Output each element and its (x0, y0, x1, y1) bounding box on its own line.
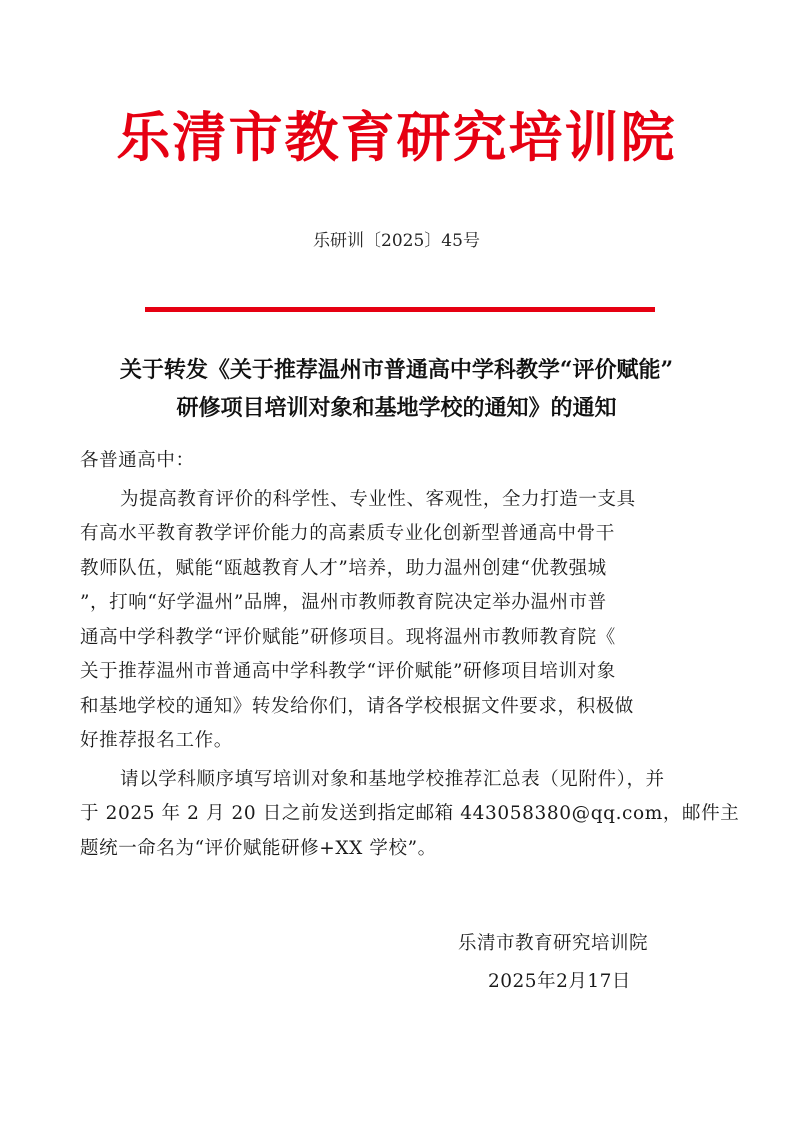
paragraph-1 (80, 483, 720, 759)
paragraph-line: 通高中学科教学“评价赋能”研修项目。现将温州市教师教育院《 (80, 626, 616, 648)
title-line-1: 关于转发《关于推荐温州市普通高中学科教学“评价赋能” (119, 357, 674, 383)
paragraph-line: 题统一命名为“评价赋能研修+XX 学校”。 (80, 837, 437, 859)
paragraph-line: 请以学科顺序填写培训对象和基地学校推荐汇总表（见附件），并 (120, 768, 665, 790)
paragraph-line: 教师队伍，赋能“瓯越教育人才”培养，助力温州创建“优教强城 (80, 557, 607, 579)
document-body (80, 444, 740, 866)
paragraph-line: 关于推荐温州市普通高中学科教学“评价赋能”研修项目培训对象 (80, 661, 616, 682)
document-title (60, 351, 733, 427)
red-divider-line (145, 307, 655, 312)
signature-date: 2025年2月17日 (488, 971, 631, 992)
paragraph-line: 有高水平教育教学评价能力的高素质专业化创新型普通高中骨干 (80, 523, 615, 544)
paragraph-2 (80, 763, 740, 867)
salutation: 各普通高中： (80, 450, 195, 471)
paragraph-line: 为提高教育评价的科学性、专业性、客观性，全力打造一支具 (120, 488, 636, 510)
document-number: 乐研训〔2025〕45号 (313, 231, 480, 251)
paragraph-line: 和基地学校的通知》转发给你们，请各学校根据文件要求，积极做 (80, 695, 634, 717)
signature-block (440, 925, 700, 1001)
paragraph-line: ”，打响“好学温州”品牌，温州市教师教育院决定举办温州市普 (80, 592, 607, 613)
title-line-2: 研修项目培训对象和基地学校的通知》的通知 (176, 395, 617, 421)
masthead-org-name: 乐清市教育研究培训院 (116, 105, 677, 169)
paragraph-line: 好推荐报名工作。 (80, 730, 233, 751)
paragraph-line: 于 2025 年 2 月 20 日之前发送到指定邮箱 443058380@qq.com，邮件主 (80, 803, 740, 824)
signature-org: 乐清市教育研究培训院 (458, 933, 649, 954)
